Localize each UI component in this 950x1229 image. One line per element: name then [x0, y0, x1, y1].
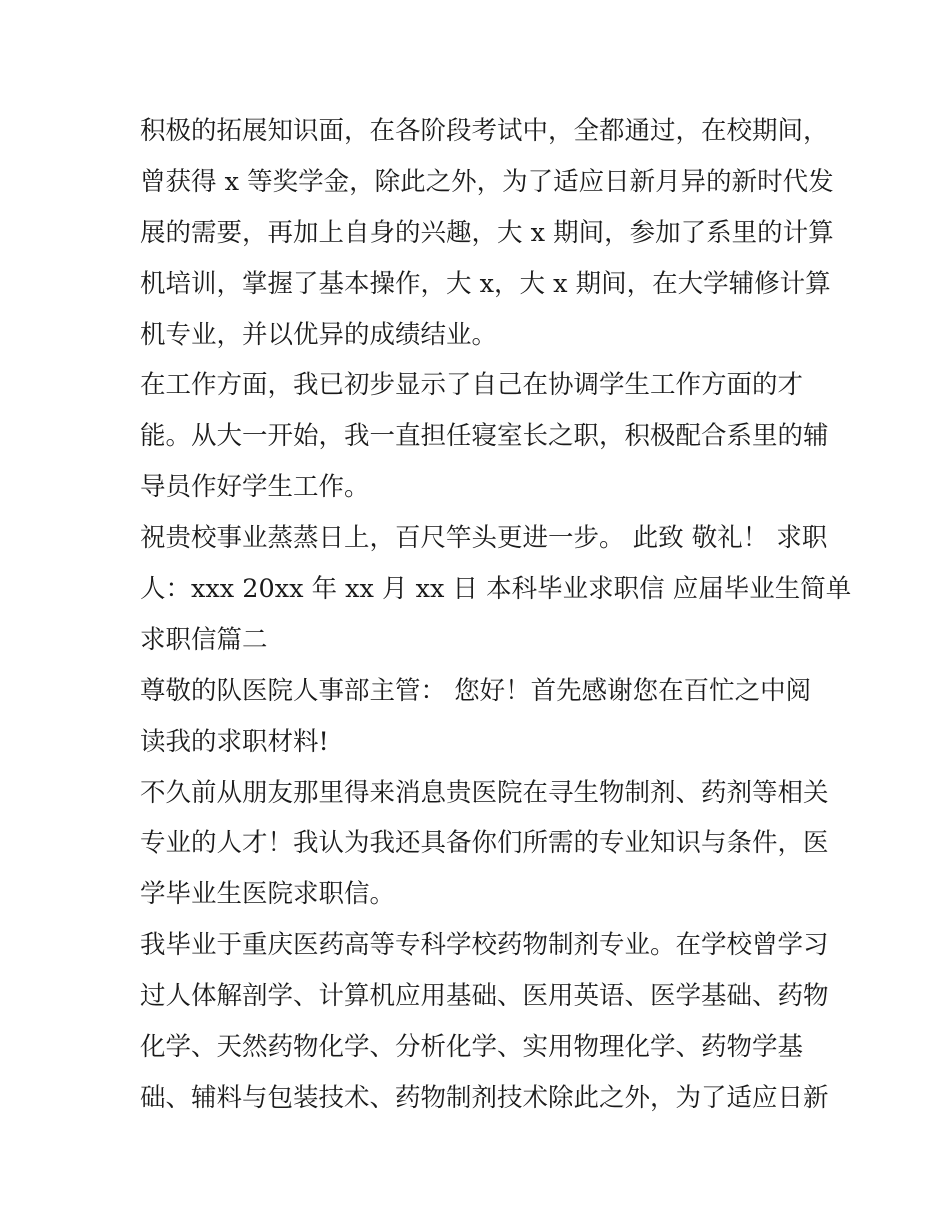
text-line: 祝贵校事业蒸蒸日上，百尺竿头更进一步。 此致 敬礼！ 求职 [140, 523, 828, 554]
text-line: 化学、天然药物化学、分析化学、实用物理化学、药物学基 [140, 1032, 804, 1063]
text-line: 尊敬的队医院人事部主管： 您好！首先感谢您在百忙之中阅 [140, 675, 812, 706]
text-line: 曾获得 x 等奖学金，除此之外，为了适应日新月异的新时代发 [140, 166, 834, 197]
text-line: 我毕业于重庆医药高等专科学校药物制剂专业。在学校曾学习 [140, 930, 829, 961]
text-line: 在工作方面，我已初步显示了自己在协调学生工作方面的才 [140, 370, 804, 401]
text-line: 求职信篇二 [140, 624, 268, 655]
text-line: 机培训，掌握了基本操作，大 x，大 x 期间，在大学辅修计算 [140, 268, 831, 299]
text-line: 读我的求职材料! [140, 726, 329, 757]
text-line: 人：xxx 20xx 年 xx 月 xx 日 本科毕业求职信 应届毕业生简单 [140, 574, 852, 605]
text-line: 机专业，并以优异的成绩结业。 [140, 319, 498, 350]
text-line: 专业的人才！我认为我还具备你们所需的专业知识与条件，医 [140, 828, 829, 859]
text-line: 导员作好学生工作。 [140, 472, 370, 503]
text-line: 展的需要，再加上自身的兴趣，大 x 期间，参加了系里的计算 [140, 217, 834, 248]
text-line: 过人体解剖学、计算机应用基础、医用英语、医学基础、药物 [140, 981, 829, 1012]
text-line: 能。从大一开始，我一直担任寝室长之职，积极配合系里的辅 [140, 421, 829, 452]
text-line: 积极的拓展知识面，在各阶段考试中，全都通过，在校期间， [140, 116, 829, 146]
document-body [140, 106, 852, 1124]
text-line: 础、辅料与包装技术、药物制剂技术除此之外，为了适应日新 [140, 1082, 829, 1113]
text-line: 学毕业生医院求职信。 [140, 879, 396, 910]
text-line: 不久前从朋友那里得来消息贵医院在寻生物制剂、药剂等相关 [140, 777, 829, 808]
